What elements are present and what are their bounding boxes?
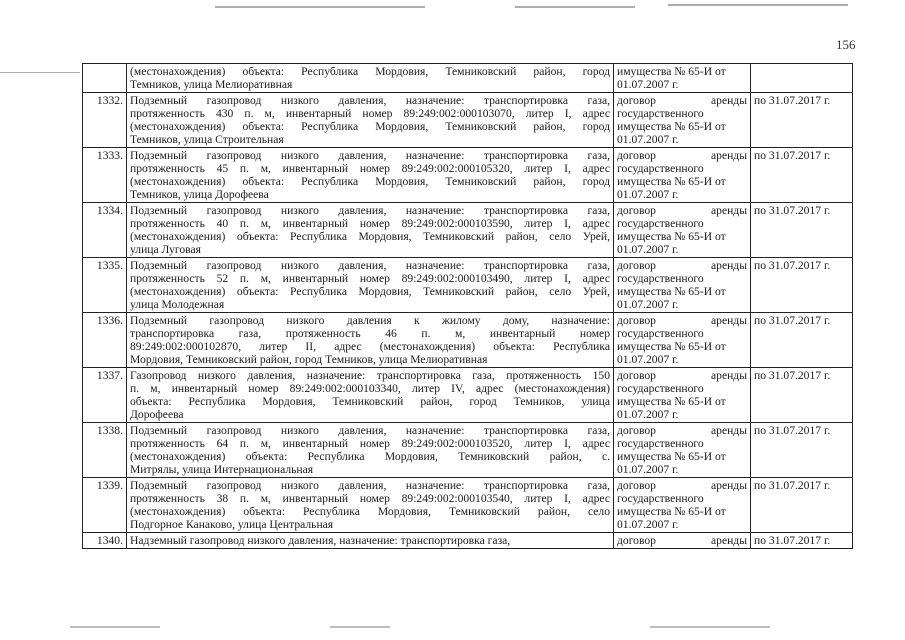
lease-basis-line: 01.07.2007 г.: [617, 78, 679, 91]
lease-basis-line: имущества № 65-И от: [617, 65, 726, 78]
description-line: Подземный газопровод низкого давления к жилому дому, назначение:: [130, 314, 610, 327]
table-row: [83, 313, 853, 368]
description-line: Темников, улица Мелиоративная: [130, 78, 293, 91]
table-row: [83, 533, 853, 549]
lease-basis: [614, 93, 751, 148]
description-line: (местонахождения) объекта: Республика Мордовия, Темниковский район, с.: [130, 450, 610, 463]
lease-basis-line: имущества № 65-И от: [617, 120, 726, 133]
lease-basis-line: имущества № 65-И от: [617, 505, 726, 518]
description-line: п. м, инвентарный номер 89:249:002:000103340, литер IV, адрес (местонахождения): [130, 382, 610, 395]
object-description: [127, 368, 614, 423]
table-row: [83, 478, 853, 533]
table-row: [83, 64, 853, 93]
row-number: 1337.: [83, 368, 127, 423]
object-description: [127, 313, 614, 368]
lease-term: по 31.07.2017 г.: [751, 478, 853, 533]
table-row: [83, 148, 853, 203]
scan-artifact-bottom: [650, 626, 770, 628]
lease-basis-line: государственного: [617, 217, 704, 230]
lease-basis-line: договор аренды: [617, 94, 747, 107]
lease-basis-line: государственного: [617, 492, 704, 505]
description-line: улица Молодежная: [130, 298, 225, 311]
description-line: протяженность 430 п. м, инвентарный номер 89:249:002:000103070, литер I, адрес: [130, 107, 610, 120]
lease-basis-line: имущества № 65-И от: [617, 285, 726, 298]
description-line: (местонахождения) объекта: Республика Мордовия, Темниковский район, село Урей,: [130, 230, 610, 243]
lease-basis-line: 01.07.2007 г.: [617, 408, 679, 421]
lease-basis-line: имущества № 65-И от: [617, 175, 726, 188]
description-line: Мордовия, Темниковский район, город Темников, улица Мелиоративная: [130, 353, 488, 366]
row-number: [83, 64, 127, 93]
description-line: Надземный газопровод низкого давления, назначение: транспортировка газа,: [130, 534, 511, 547]
description-line: Подземный газопровод низкого давления, назначение: транспортировка газа,: [130, 479, 610, 492]
row-number: 1334.: [83, 203, 127, 258]
lease-term: по 31.07.2017 г.: [751, 93, 853, 148]
lease-basis: [614, 203, 751, 258]
lease-basis-line: 01.07.2007 г.: [617, 243, 679, 256]
description-line: протяженность 38 п. м, инвентарный номер 89:249:002:000103540, литер I, адрес: [130, 492, 610, 505]
lease-basis-line: договор аренды: [617, 369, 747, 382]
description-line: Дорофеева: [130, 408, 184, 421]
lease-basis-line: государственного: [617, 382, 704, 395]
lease-basis-line: имущества № 65-И от: [617, 230, 726, 243]
lease-basis-line: 01.07.2007 г.: [617, 518, 679, 531]
scan-artifact-top: [668, 4, 848, 6]
object-description: [127, 478, 614, 533]
lease-basis-line: договор аренды: [617, 534, 747, 547]
object-description: [127, 148, 614, 203]
lease-basis-line: договор аренды: [617, 204, 747, 217]
object-description: [127, 203, 614, 258]
object-description: [127, 64, 614, 93]
description-line: Подземный газопровод низкого давления, назначение: транспортировка газа,: [130, 149, 610, 162]
description-line: Подземный газопровод низкого давления, назначение: транспортировка газа,: [130, 424, 610, 437]
description-line: протяженность 45 п. м, инвентарный номер 89:249:002:000105320, литер I, адрес: [130, 162, 610, 175]
lease-term: по 31.07.2017 г.: [751, 258, 853, 313]
description-line: 89:249:002:000102870, литер II, адрес (местонахождения) объекта: Республика: [130, 340, 610, 353]
description-line: протяженность 40 п. м, инвентарный номер 89:249:002:000103590, литер I, адрес: [130, 217, 610, 230]
description-line: улица Луговая: [130, 243, 201, 256]
description-line: Подземный газопровод низкого давления, назначение: транспортировка газа,: [130, 94, 610, 107]
description-line: Подгорное Канаково, улица Центральная: [130, 518, 334, 531]
lease-basis-line: 01.07.2007 г.: [617, 133, 679, 146]
lease-basis-line: 01.07.2007 г.: [617, 188, 679, 201]
description-line: (местонахождения) объекта: Республика Мордовия, Темниковский район, село Урей,: [130, 285, 610, 298]
lease-basis-line: 01.07.2007 г.: [617, 463, 679, 476]
object-description: [127, 533, 614, 549]
object-description: [127, 258, 614, 313]
lease-term: по 31.07.2017 г.: [751, 533, 853, 549]
lease-term: [751, 64, 853, 93]
page-number: 156: [836, 37, 856, 52]
property-table: [82, 63, 853, 549]
scan-artifact-bottom: [330, 626, 390, 628]
description-line: Темников, улица Строительная: [130, 133, 284, 146]
object-description: [127, 423, 614, 478]
lease-basis-line: договор аренды: [617, 259, 747, 272]
lease-basis-line: имущества № 65-И от: [617, 450, 726, 463]
description-line: (местонахождения) объекта: Республика Мордовия, Темниковский район, город: [130, 120, 610, 133]
lease-basis-line: договор аренды: [617, 479, 747, 492]
description-line: Темников, улица Дорофеева: [130, 188, 269, 201]
lease-basis-line: государственного: [617, 107, 704, 120]
lease-basis: [614, 368, 751, 423]
description-line: транспортировка газа, протяженность 46 п. м, инвентарный номер: [130, 327, 610, 340]
scan-artifact-bottom: [70, 626, 160, 628]
row-number: 1336.: [83, 313, 127, 368]
lease-basis: [614, 478, 751, 533]
lease-basis: [614, 64, 751, 93]
row-number: 1332.: [83, 93, 127, 148]
lease-basis: [614, 148, 751, 203]
lease-basis: [614, 533, 751, 549]
lease-term: по 31.07.2017 г.: [751, 203, 853, 258]
description-line: Подземный газопровод низкого давления, назначение: транспортировка газа,: [130, 204, 610, 217]
lease-term: по 31.07.2017 г.: [751, 148, 853, 203]
scan-artifact-top: [215, 6, 425, 8]
row-number: 1339.: [83, 478, 127, 533]
lease-basis-line: государственного: [617, 162, 704, 175]
table-row: [83, 93, 853, 148]
scan-artifact-left: [0, 72, 80, 73]
table-row: [83, 368, 853, 423]
table-row: [83, 258, 853, 313]
description-line: (местонахождения) объекта: Республика Мордовия, Темниковский район, село: [130, 505, 610, 518]
lease-basis-line: государственного: [617, 272, 704, 285]
lease-basis-line: 01.07.2007 г.: [617, 353, 679, 366]
description-line: Митрялы, улица Интернациональная: [130, 463, 314, 476]
lease-term: по 31.07.2017 г.: [751, 313, 853, 368]
row-number: 1338.: [83, 423, 127, 478]
description-line: протяженность 52 п. м, инвентарный номер 89:249:002:000103490, литер I, адрес: [130, 272, 610, 285]
lease-term: по 31.07.2017 г.: [751, 423, 853, 478]
lease-basis-line: имущества № 65-И от: [617, 395, 726, 408]
lease-basis-line: договор аренды: [617, 314, 747, 327]
lease-basis: [614, 313, 751, 368]
row-number: 1333.: [83, 148, 127, 203]
scan-artifact-top: [515, 6, 635, 8]
description-line: протяженность 64 п. м, инвентарный номер 89:249:002:000103520, литер I, адрес: [130, 437, 610, 450]
row-number: 1335.: [83, 258, 127, 313]
table-row: [83, 423, 853, 478]
description-line: (местонахождения) объекта: Республика Мордовия, Темниковский район, город: [130, 175, 610, 188]
object-description: [127, 93, 614, 148]
lease-basis-line: 01.07.2007 г.: [617, 298, 679, 311]
description-line: Газопровод низкого давления, назначение: транспортировка газа, протяженность 150: [130, 369, 610, 382]
lease-basis: [614, 258, 751, 313]
lease-basis: [614, 423, 751, 478]
lease-term: по 31.07.2017 г.: [751, 368, 853, 423]
lease-basis-line: государственного: [617, 437, 704, 450]
description-line: Подземный газопровод низкого давления, назначение: транспортировка газа,: [130, 259, 610, 272]
table-row: [83, 203, 853, 258]
description-line: (местонахождения) объекта: Республика Мордовия, Темниковский район, город: [130, 65, 610, 78]
lease-basis-line: имущества № 65-И от: [617, 340, 726, 353]
lease-basis-line: государственного: [617, 327, 704, 340]
lease-basis-line: договор аренды: [617, 424, 747, 437]
lease-basis-line: договор аренды: [617, 149, 747, 162]
row-number: 1340.: [83, 533, 127, 549]
description-line: объекта: Республика Мордовия, Темниковский район, город Темников, улица: [130, 395, 610, 408]
